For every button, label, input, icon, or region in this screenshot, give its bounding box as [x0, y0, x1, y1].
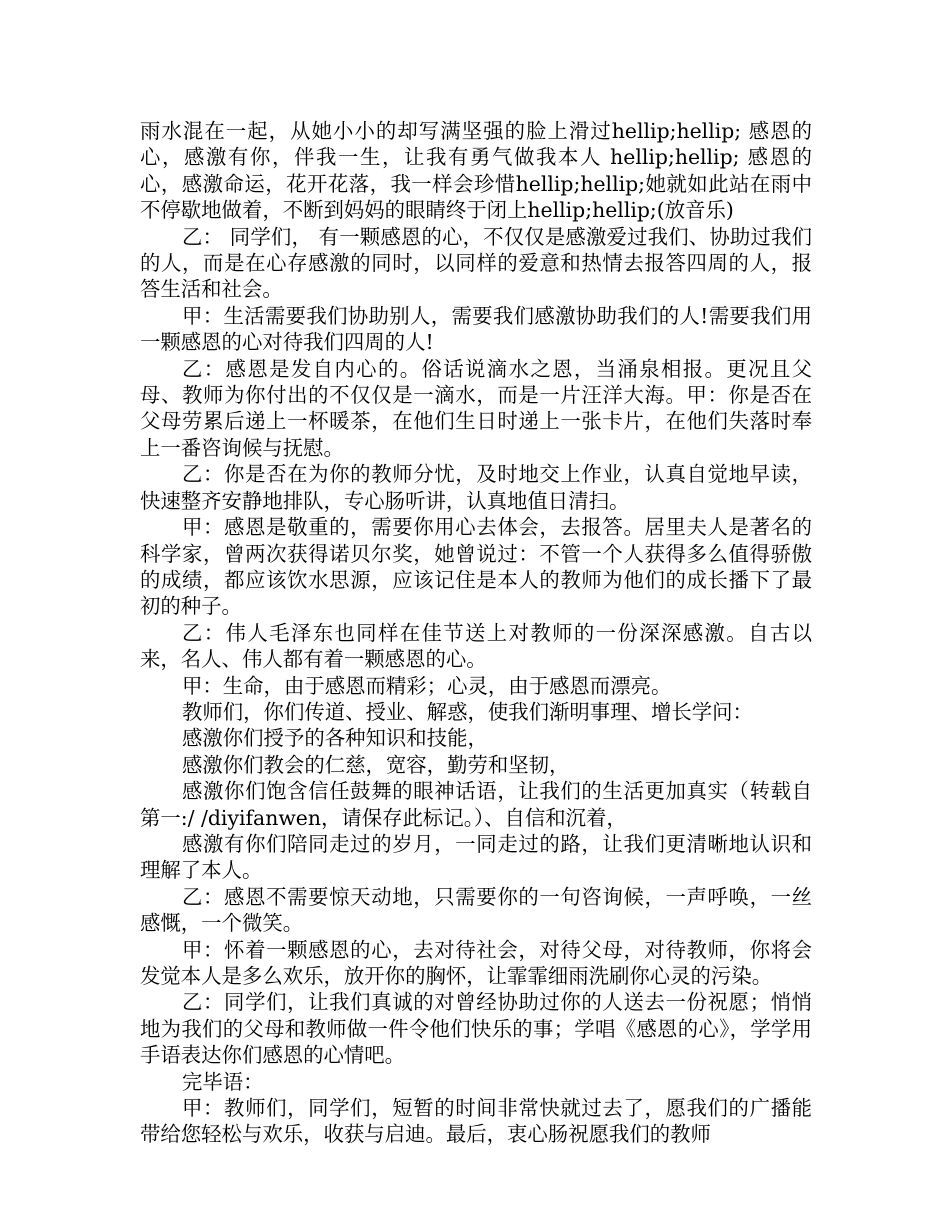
- document-paragraph: 甲：生命，由于感恩而精彩；心灵，由于感恩而漂亮。: [182, 673, 672, 698]
- document-paragraph: 甲：感恩是敬重的，需要你用心去体会，去报答。居里夫人是著名的科学家，曾两次获得诺贝尔奖，她曾说过：不管一个人获得多么值得骄傲的成绩，都应该饮水思源，应该记住是本人的教师为他们的成长播下了最初的种子。: [140, 515, 812, 619]
- document-paragraph: 雨水混在一起，从她小小的却写满坚强的脸上滑过hellip;hellip; 感恩的心，感激有你，伴我一生，让我有勇气做我本人 hellip;hellip; 感恩的心，感激命运，花开花落，我一样会珍惜hellip;hellip;她就如此站在雨中不停歇地做着，不断到妈妈的眼睛终于闭上hellip;hellip;(放音乐): [140, 119, 812, 223]
- document-paragraph: 甲：生活需要我们协助别人，需要我们感激协助我们的人!需要我们用一颗感恩的心对待我们四周的人!: [140, 303, 812, 355]
- document-body: [140, 118, 812, 1148]
- document-paragraph: 乙：感恩是发自内心的。俗话说滴水之恩，当涌泉相报。更况且父母、教师为你付出的不仅仅是一滴水，而是一片汪洋大海。甲：你是否在父母劳累后递上一杯暖茶，在他们生日时递上一张卡片，在他们失落时奉上一番咨询候与抚慰。: [140, 356, 812, 460]
- document-paragraph: 感激有你们陪同走过的岁月，一同走过的路，让我们更清晰地认识和理解了本人。: [140, 831, 812, 883]
- document-paragraph: 甲：怀着一颗感恩的心，去对待社会，对待父母，对待教师，你将会发觉本人是多么欢乐，放开你的胸怀，让霏霏细雨洗刷你心灵的污染。: [140, 937, 812, 988]
- document-paragraph: 乙：感恩不需要惊天动地，只需要你的一句咨询候，一声呼唤，一丝感慨，一个微笑。: [140, 884, 812, 936]
- document-paragraph: 教师们，你们传道、授业、解惑，使我们渐明事理、增长学问：: [182, 699, 753, 724]
- document-paragraph: 感激你们教会的仁慈，宽容，勤劳和坚韧，: [182, 752, 570, 777]
- document-paragraph: 感激你们饱含信任鼓舞的眼神话语，让我们的生活更加真实（转载自第一:/ /diyifanwen，请保存此标记。）、自信和沉着，: [140, 779, 812, 830]
- document-paragraph: 感激你们授予的各种知识和技能，: [182, 726, 488, 751]
- document-paragraph: 乙：你是否在为你的教师分忧，及时地交上作业，认真自觉地早读，快速整齐安静地排队，专心肠听讲，认真地值日清扫。: [140, 462, 812, 513]
- document-paragraph: 完毕语：: [182, 1069, 264, 1094]
- document-paragraph: 乙：同学们，让我们真诚的对曾经协助过你的人送去一份祝愿；悄悄地为我们的父母和教师做一件令他们快乐的事；学唱《感恩的心》，学学用手语表达你们感恩的心情吧。: [140, 990, 812, 1068]
- document-paragraph: 乙： 同学们， 有一颗感恩的心，不仅仅是感激爱过我们、协助过我们的人，而是在心存感激的同时，以同样的爱意和热情去报答四周的人，报答生活和社会。: [140, 224, 812, 302]
- document-paragraph: 乙：伟人毛泽东也同样在佳节送上对教师的一份深深感激。自古以来，名人、伟人都有着一颗感恩的心。: [140, 620, 812, 672]
- document-paragraph: 甲：教师们，同学们，短暂的时间非常快就过去了，愿我们的广播能带给您轻松与欢乐，收获与启迪。最后，衷心肠祝愿我们的教师: [140, 1096, 812, 1147]
